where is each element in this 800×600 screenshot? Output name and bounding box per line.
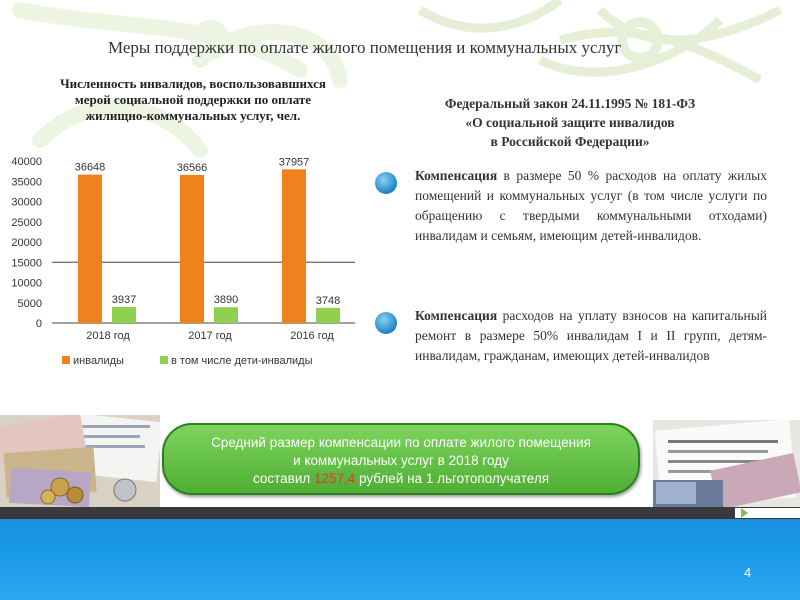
banner-line-3	[164, 470, 638, 488]
law-line-2: «О социальной защите инвалидов	[465, 115, 675, 130]
bar-value-label: 37957	[278, 156, 310, 169]
bar-invalids	[282, 169, 306, 323]
banner-suffix: рублей на 1 льготополучателя	[355, 471, 550, 486]
bullet-circle-icon	[375, 172, 397, 194]
compensation-lead: Компенсация	[415, 168, 498, 183]
bar-value-label: 3748	[315, 294, 341, 307]
compensation-lead: Компенсация	[415, 308, 498, 323]
bar-value-label: 36648	[74, 161, 106, 174]
slide-title: Меры поддержки по оплате жилого помещения и коммунальных услуг	[108, 38, 622, 57]
bar-invalids	[78, 175, 102, 323]
legend-label-invalids: инвалиды	[73, 355, 124, 367]
law-line-3: в Российской Федерации»	[490, 134, 650, 149]
bar-value-label: 36566	[176, 161, 208, 174]
y-tick-label: 20000	[11, 237, 42, 249]
banner-line-2: и коммунальных услуг в 2018 году	[293, 453, 509, 468]
banner-line-1: Средний размер компенсации по оплате жилого помещения	[211, 435, 591, 450]
utility-bill-photo	[653, 420, 800, 507]
compensation-item-1	[415, 166, 767, 246]
banner-prefix: составил	[252, 471, 314, 486]
legend-swatch-invalids	[62, 356, 70, 364]
compensation-item-2	[415, 306, 767, 366]
y-tick-label: 15000	[11, 257, 42, 270]
legend-swatch-children	[160, 356, 168, 364]
chart-title: Численность инвалидов, воспользовавшихся мерой социальной поддержки по оплате жилищно-коммунальных услуг, чел.	[60, 76, 326, 123]
page-number: 4	[744, 565, 752, 580]
compensation-amount: 1257,4	[314, 471, 356, 486]
footer-divider	[0, 507, 800, 519]
x-tick-label: 2018 год	[86, 330, 130, 342]
bar-children	[214, 307, 238, 323]
compensation-text: в размере 50 % расходов на оплату жилых помещений и коммунальных услуг (в том числе услуги по обращению с твердыми коммунальными отходами) инвалидам и семьям, имеющим детей-инвалидов.	[415, 168, 767, 243]
bar-children	[112, 307, 136, 323]
y-tick-label: 10000	[11, 277, 42, 290]
x-tick-label: 2016 год	[290, 330, 334, 342]
compensation-text: расходов на уплату взносов на капитальный ремонт в размере 50% инвалидам I и II групп, детям-инвалидам, гражданам, имеющих детей-инвалидов	[415, 308, 767, 363]
x-tick-label: 2017 год	[188, 330, 232, 342]
y-tick-label: 40000	[11, 156, 42, 168]
triangle-arrow-icon	[741, 508, 748, 518]
y-tick-label: 25000	[11, 216, 42, 229]
bar-value-label: 3937	[111, 294, 137, 307]
footer-band	[0, 519, 800, 600]
law-line-1: Федеральный закон 24.11.1995 № 181-ФЗ	[444, 96, 696, 111]
y-tick-label: 35000	[11, 176, 42, 189]
average-compensation-banner	[162, 423, 640, 495]
y-tick-label: 5000	[17, 297, 42, 310]
y-tick-label: 30000	[11, 196, 42, 209]
money-photo	[0, 415, 160, 507]
legend-label-children: в том числе дети-инвалиды	[171, 355, 313, 367]
y-tick-label: 0	[35, 318, 42, 330]
bar-children	[316, 308, 340, 323]
bar-invalids	[180, 175, 204, 323]
bar-chart	[0, 150, 360, 380]
bar-value-label: 3890	[213, 294, 239, 307]
bullet-circle-icon	[375, 312, 397, 334]
federal-law-heading	[400, 94, 740, 151]
